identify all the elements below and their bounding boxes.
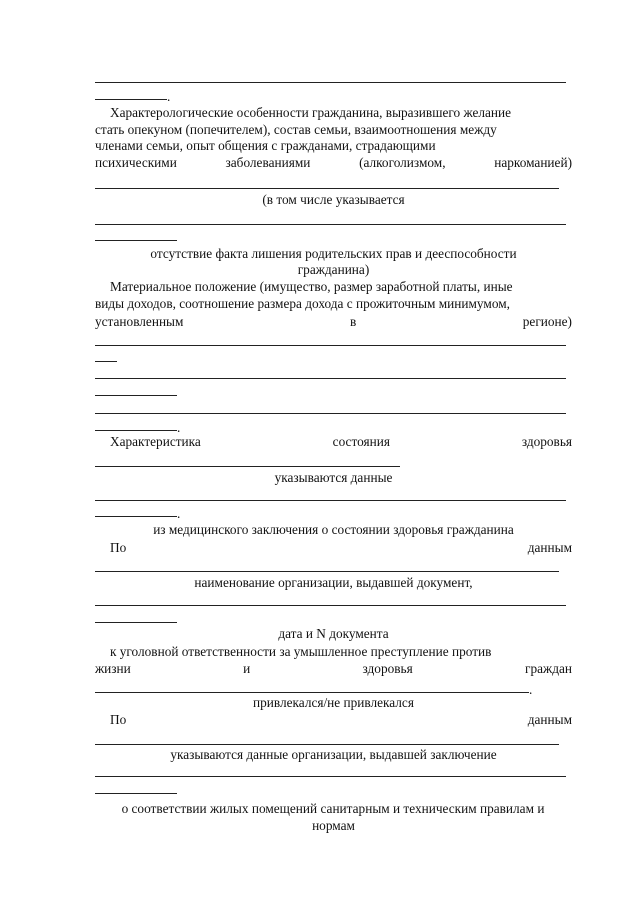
paragraph-line — [95, 155, 572, 171]
fill-line — [95, 378, 566, 379]
paragraph-line: Характерологические особенности гражданина, выразившего желание — [110, 105, 512, 120]
word: здоровья — [362, 661, 413, 676]
end-dot: . — [167, 89, 171, 104]
fill-line — [95, 500, 566, 501]
paragraph-line: стать опекуном (попечителем), состав семьи, взаимоотношения между — [95, 122, 497, 137]
caption: из медицинского заключения о состоянии здоровья гражданина — [153, 522, 514, 537]
fill-line — [95, 188, 559, 189]
fill-line — [95, 776, 566, 777]
paragraph-line — [95, 661, 572, 677]
paragraph-line: Материальное положение (имущество, размер заработной платы, иные — [110, 279, 513, 294]
paragraph-line — [95, 138, 572, 154]
word: граждан — [525, 661, 572, 676]
word: (алкоголизмом, — [359, 155, 446, 170]
paragraph-line — [110, 712, 572, 728]
word: наркоманией) — [494, 155, 572, 170]
word: По — [110, 712, 127, 727]
caption: привлекался/не привлекался — [253, 695, 414, 710]
word: жизни — [95, 661, 131, 676]
word: и — [243, 661, 251, 676]
caption: указываются данные — [274, 470, 393, 485]
word: Характеристика — [110, 434, 201, 449]
paragraph-line — [110, 644, 572, 660]
fill-line — [95, 466, 400, 467]
end-dot: . — [177, 506, 181, 521]
caption: указываются данные организации, выдавшей заключение — [170, 747, 497, 762]
caption: наименование организации, выдавшей документ, — [194, 575, 473, 590]
fill-line — [95, 744, 559, 745]
word: состояния — [332, 434, 390, 449]
fill-line — [95, 413, 566, 414]
fill-line — [95, 605, 566, 606]
fill-line — [95, 99, 167, 100]
fill-line — [95, 82, 566, 83]
word: в — [349, 314, 357, 329]
word: регионе) — [522, 314, 572, 329]
word: данным — [527, 712, 572, 727]
word: данным — [527, 540, 572, 555]
word: заболеваниями — [225, 155, 311, 170]
fill-line — [95, 361, 117, 362]
caption: дата и N документа — [278, 626, 389, 641]
fill-line — [95, 345, 566, 346]
fill-line — [95, 430, 177, 431]
word: По — [110, 540, 127, 555]
caption: гражданина) — [297, 262, 370, 277]
caption: отсутствие факта лишения родительских прав и дееспособности — [150, 246, 517, 261]
paragraph-line: виды доходов, соотношение размера дохода с прожиточным минимумом, — [95, 296, 510, 311]
text: к уголовной ответственности за умышленное преступление против — [110, 644, 492, 659]
fill-line — [95, 571, 559, 572]
fill-line — [95, 793, 177, 794]
end-dot: . — [177, 420, 181, 435]
caption: (в том числе указывается — [262, 192, 405, 207]
section-heading — [110, 434, 572, 450]
word: здоровья — [521, 434, 572, 449]
fill-line — [95, 692, 529, 693]
fill-line — [95, 516, 177, 517]
end-dot: . — [529, 682, 533, 697]
word: психическими — [95, 155, 177, 170]
caption: о соответствии жилых помещений санитарным и техническим правилам и — [121, 801, 545, 816]
word: членами семьи, опыт общения с гражданами, страдающими — [95, 138, 436, 153]
caption: нормам — [312, 818, 355, 833]
paragraph-line — [95, 314, 572, 330]
fill-line — [95, 622, 177, 623]
fill-line — [95, 240, 177, 241]
word: установленным — [95, 314, 184, 329]
paragraph-line — [110, 540, 572, 556]
fill-line — [95, 224, 566, 225]
fill-line — [95, 395, 177, 396]
